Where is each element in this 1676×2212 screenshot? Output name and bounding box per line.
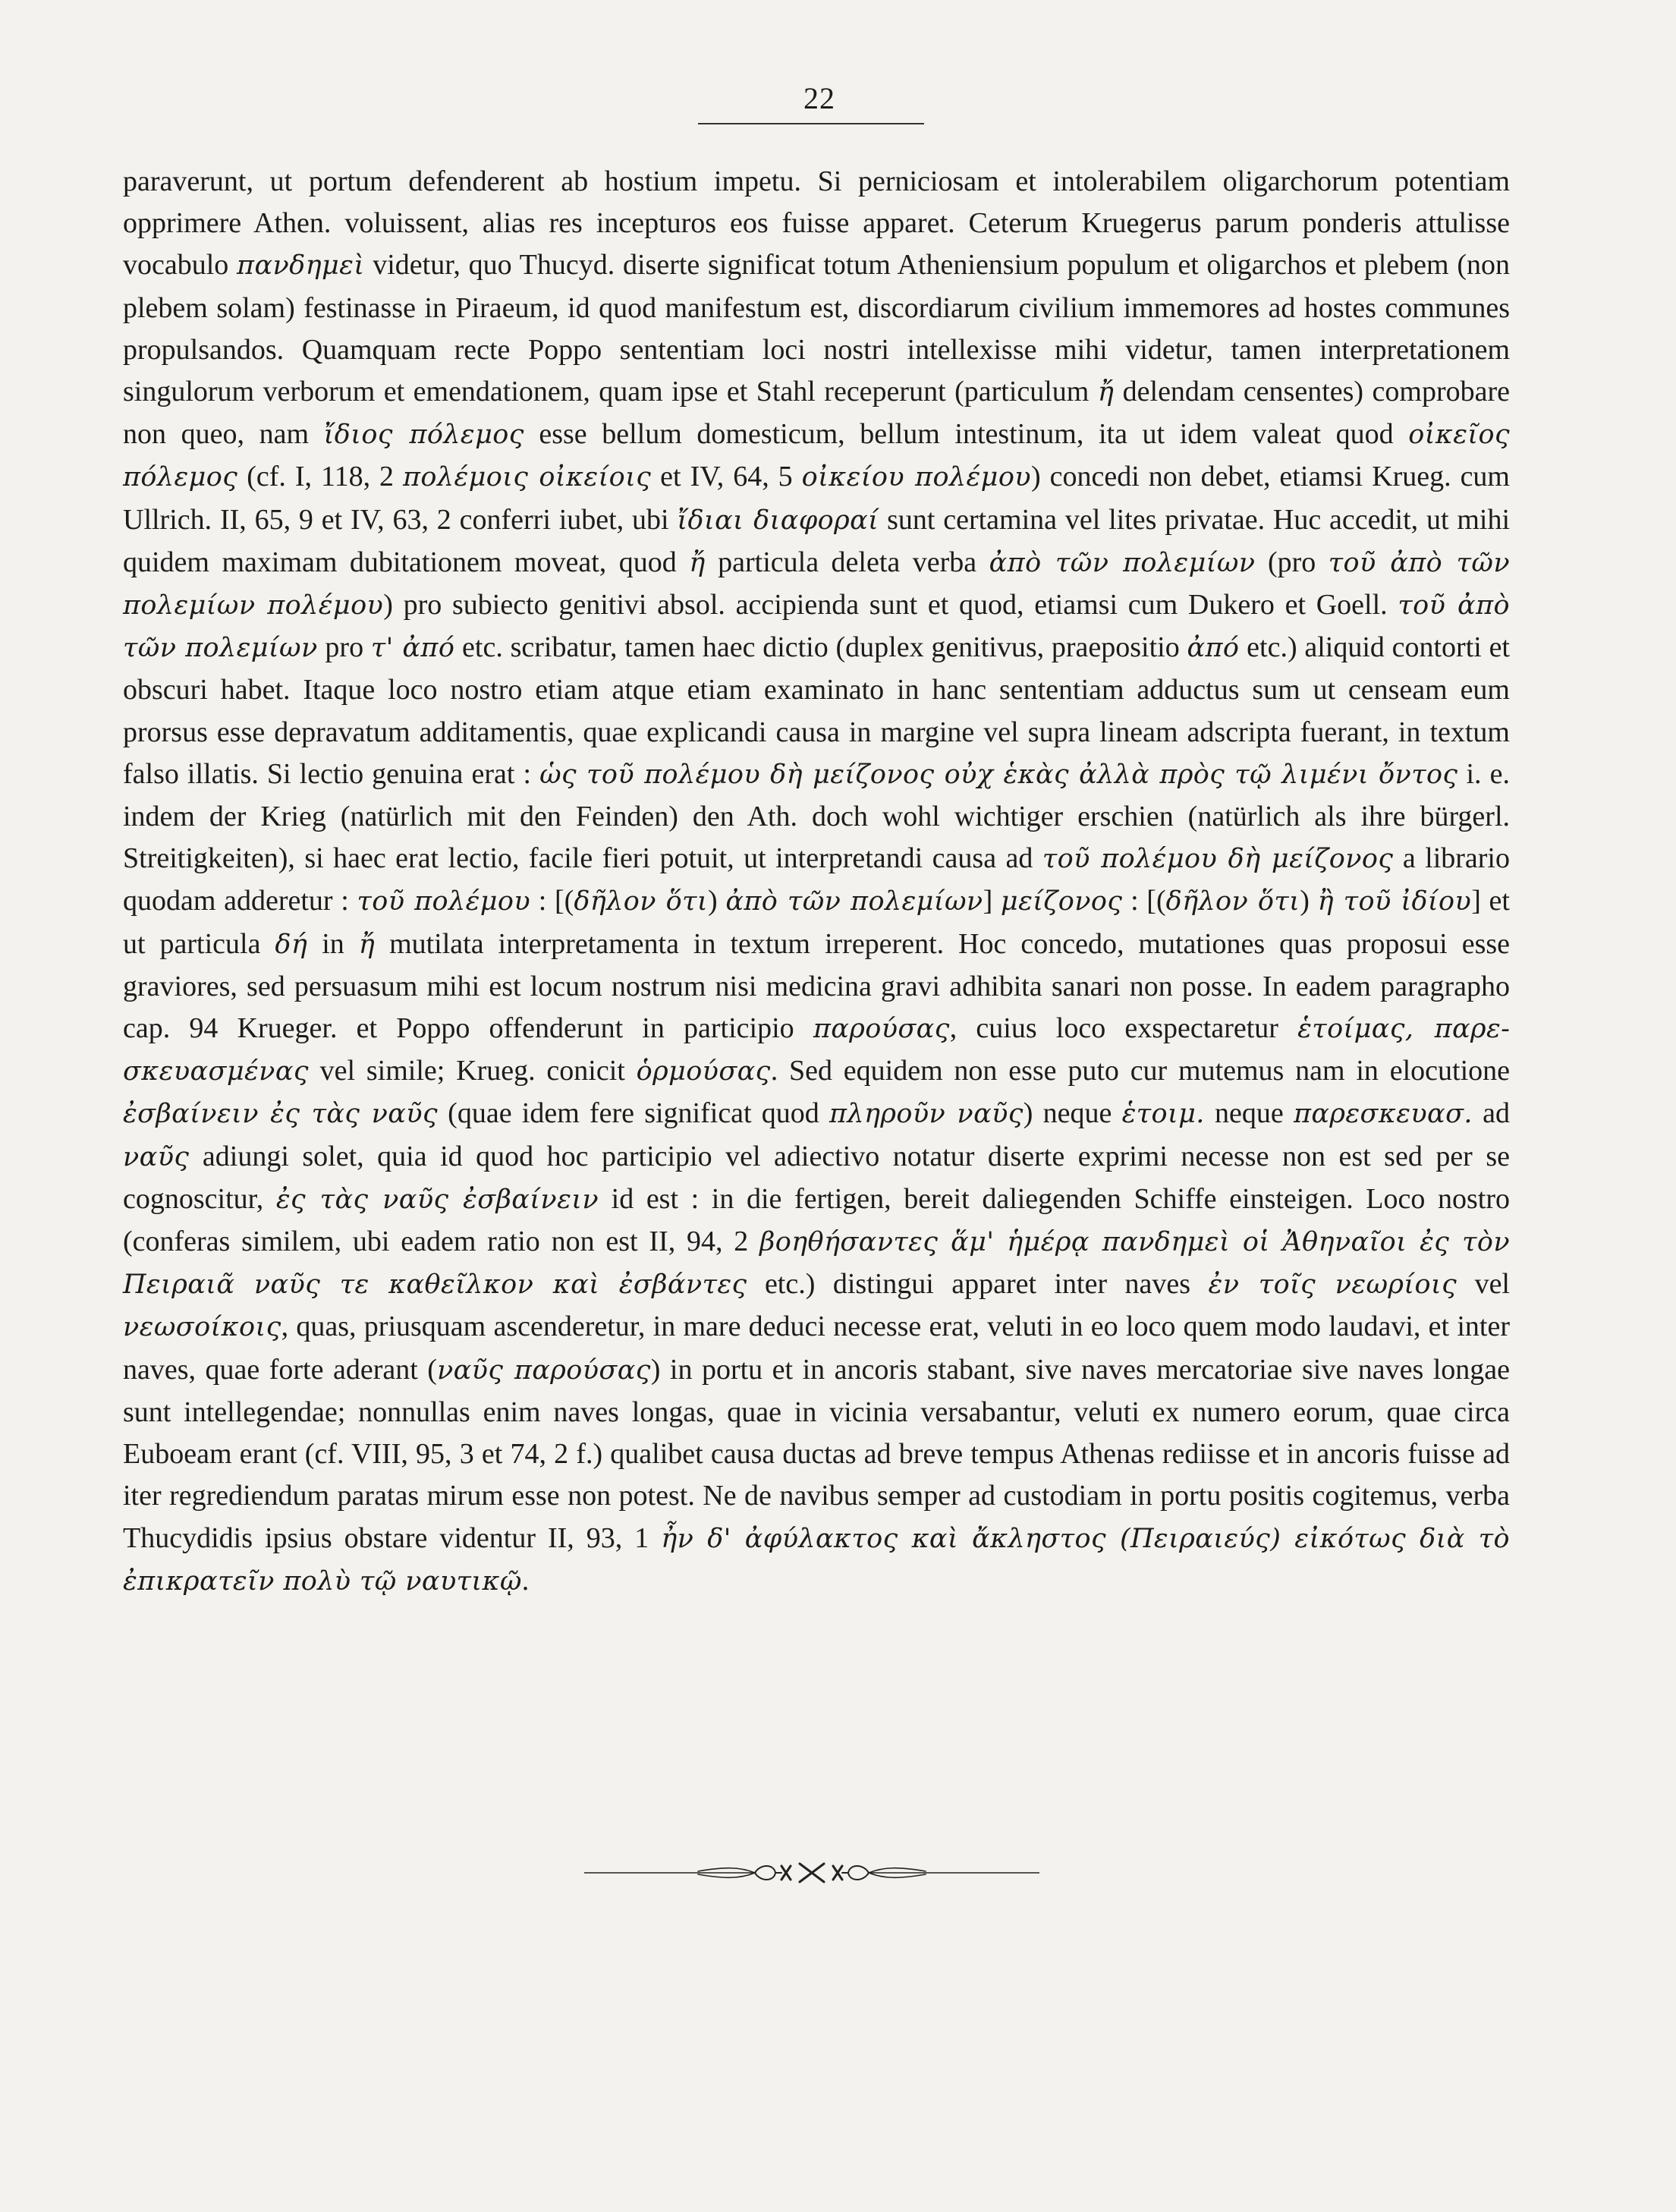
greek-quotation: ἴδιαι διαφοραί [677,505,879,536]
body-text-run: ) in portu et in ancoris stabant, sive naves mercatoriae sive naves longae sunt intellegendae; nonnullas enim naves longas, quae in vicinia versabantur, veluti ex numero eorum, quae circa Euboeam erant (cf. VIII, 95, 3 et 74, 2 f.) qualibet causa ductas ad breve tempus Athenas rediisse et in ancoris fuisse ad iter regrediendum paratas mirum esse non potest. Ne de navibus semper ad custodiam in portu positis cogitemus, verba Thucydidis ipsius obstare videntur II, 93, 1 [123,1353,1511,1554]
body-text-run: id est : in die fertigen, bereit daliegenden Schiffe einsteigen. Loco nostro (conferas similem, ubi eadem ratio non est II, 94, 2 [123,1182,1510,1258]
greek-quotation: ἑτοίμας, παρεσκευασμένας [123,1014,1510,1087]
body-text-run: ] et ut particula [123,885,1510,960]
greek-quotation: ἑτοιμ. [1121,1099,1205,1130]
greek-quotation: βοηθήσαντες ἅμ' ἡμέρᾳ πανδημεὶ οἱ Ἀθηναῖοι ἐς τὸν Πειραιᾶ ναῦς τε καθεῖλκον καὶ ἐσβάντες [123,1227,1510,1301]
body-text-run: ) concedi non debet, etiamsi Krueg. cum Ullrich. II, 65, 9 et IV, 63, 2 conferri iubet, ubi [123,461,1510,536]
greek-quotation: τοῦ πολέμου [357,886,531,917]
body-text-run: delendam censentes) comprobare non queo, nam [123,376,1510,451]
body-text-run: etc. scribatur, tamen haec dictio (duplex genitivus, praepositio [454,631,1187,664]
body-text-run: etc.) distingui apparet inter naves [747,1268,1209,1301]
greek-quotation: ἴδιος πόλεμος [323,420,524,451]
greek-quotation: δῆλον ὅτι [1165,886,1300,917]
greek-quotation: ἤ [1097,377,1115,408]
body-text-run: paraverunt, ut portum defenderent ab hostium impetu. Si perniciosam et intolerabilem oligarchorum potentiam opprimere Athen. voluissent, alias res incepturos eos fuisse apparet. Ceterum Kruegerus parum ponderis attulisse vocabulo [123,165,1510,282]
greek-quotation: ἀπὸ τῶν πολεμίων [989,547,1256,578]
greek-quotation: τοῦ ἀπὸ τῶν πολεμίων πολέμου [123,547,1510,621]
tailpiece-ornament-icon [584,1858,1039,1888]
greek-quotation: δῆλον ὅτι [574,886,708,917]
greek-quotation: πανδημεὶ [237,250,365,282]
body-text-run: . [521,1564,530,1597]
body-text-run: videtur, quo Thucyd. diserte significat totum Atheniensium populum et oligarchos et plebem (non plebem solam) festinasse in Piraeum, id quod manifestum est, discordiarum civilium immemores ad hostes communes propulsandos. Quamquam recte Poppo sententiam loci nostri intellexisse mihi videtur, tamen interpretationem singulorum verborum et emendationem, quam ipse et Stahl receperunt (particulum [123,249,1510,408]
greek-quotation: τοῦ πολέμου δὴ μείζονος [1042,844,1394,875]
body-text-run: i. e. indem der Krieg (natürlich mit den Feinden) den Ath. doch wohl wichtiger erschien (natürlich als ihre bürgerl. Streitigkeiten), si haec erat lectio, facile fieri potuit, ut interpretandi causa ad [123,757,1510,875]
body-text-run: vel [1457,1268,1510,1301]
body-text-run: sunt certamina vel lites privatae. Huc accedit, ut mihi quidem maximam dubitationem moveat, quod [123,503,1510,578]
greek-quotation: ἤ [358,929,376,960]
greek-quotation: ἤ [689,547,706,578]
greek-quotation: παρούσας [813,1014,950,1045]
body-text-run: : [( [1122,885,1166,917]
greek-quotation: παρεσκευασ. [1293,1099,1473,1130]
greek-quotation: ἐσβαίνειν ἐς τὰς ναῦς [123,1099,438,1130]
body-text-run: ) [707,885,726,917]
greek-quotation: ἢ τοῦ ἰδίου [1317,886,1472,917]
body-text-run: (pro [1255,546,1329,578]
body-text-run: , quas, priusquam ascenderetur, in mare deduci necesse erat, veluti in eo loco quem modo laudavi, et inter naves, quae forte aderant ( [123,1311,1510,1386]
greek-quotation: δή [275,929,308,960]
body-text-run: (cf. I, 118, 2 [237,461,403,493]
greek-quotation: ἀπό [1187,633,1240,664]
greek-quotation: ναῦς παρούσας [436,1355,651,1386]
page-number: 22 [803,81,835,115]
body-text-run: mutilata interpretamenta in textum irreperent. Hoc concedo, mutationes quas proposui esse graviores, sed persuasum mihi est locum nostrum nisi medicina gravi adhibita sanari non posse. In eadem paragrapho cap. 94 Krueger. et Poppo offenderunt in participio [123,927,1511,1045]
greek-quotation: μείζονος [1000,886,1123,917]
body-text-run: ) pro subiecto genitivi absol. accipienda sunt et quod, etiamsi cum Dukero et Goell. [383,589,1398,621]
greek-quotation: ναῦς [123,1141,190,1172]
body-text-run: ad [1472,1097,1510,1130]
body-text-run: particula deleta verba [705,546,989,578]
greek-quotation: ἐν τοῖς νεωρίοις [1208,1270,1457,1301]
greek-quotation: ἐς τὰς ναῦς ἐσβαίνειν [275,1184,599,1215]
greek-quotation: πολέμοις οἰκείοις [403,462,652,493]
greek-quotation: νεωσοίκοις [123,1312,281,1343]
greek-quotation: τοῦ ἀπὸ τῶν πολεμίων [123,590,1510,664]
body-text-run: , cuius loco exspectaretur [949,1012,1298,1045]
body-text-run: ) [1300,885,1318,917]
body-text-run: a librario quodam adderetur : [123,842,1510,917]
greek-quotation: τ' ἀπό [370,633,455,664]
body-text-run: adiungi solet, quia id quod hoc participio vel adiectivo notatur diserte exprimi necesse non est sed per se cognoscitur, [123,1140,1510,1215]
body-text-run: . Sed equidem non esse puto cur mutemus nam in elocutione [770,1055,1510,1087]
greek-quotation: ὁρμούσας [636,1056,771,1087]
body-text-run: : [( [530,885,574,917]
body-text-run: neque [1204,1097,1294,1130]
body-text-run: et IV, 64, 5 [651,461,802,493]
body-text-run: pro [317,631,371,664]
body-text-run: in [307,927,359,960]
body-text-run: ] [983,885,1001,917]
body-text-run: etc.) aliquid contorti et obscuri habet. Itaque loco nostro etiam atque etiam examinato in hanc sententiam adductus sum ut censeam eum prorsus esse depravatum additamentis, quae explicandi causa in margine vel supra lineam adscripta fuerant, in textum falso illatis. Si lectio genuina erat : [123,631,1510,790]
greek-quotation: πληροῦν ναῦς [829,1099,1024,1130]
body-paragraph [123,161,1510,1603]
body-text-run: vel simile; Krueg. conicit [308,1055,637,1087]
body-text-run: ) neque [1023,1097,1122,1130]
body-text-run: (quae idem fere significat quod [437,1097,830,1130]
body-text-run: esse bellum domesticum, bellum intestinum, ita ut idem valeat quod [524,418,1409,451]
greek-quotation: ἀπὸ τῶν πολεμίων [725,886,983,917]
greek-quotation: οἰκεῖος πόλεμος [123,420,1510,493]
page-number-rule [698,123,924,124]
greek-quotation: ἦν δ' ἀφύλακτος καὶ ἄκληστος (Πειραιεύς) εἰκότως διὰ τὸ ἐπικρατεῖν πολὺ τῷ ναυτικῷ [123,1523,1510,1597]
greek-quotation: οἰκείου πολέμου [801,462,1031,493]
greek-quotation: ὡς τοῦ πολέμου δὴ μείζονος οὐχ ἑκὰς ἀλλὰ πρὸς τῷ λιμένι ὄντος [539,759,1458,790]
